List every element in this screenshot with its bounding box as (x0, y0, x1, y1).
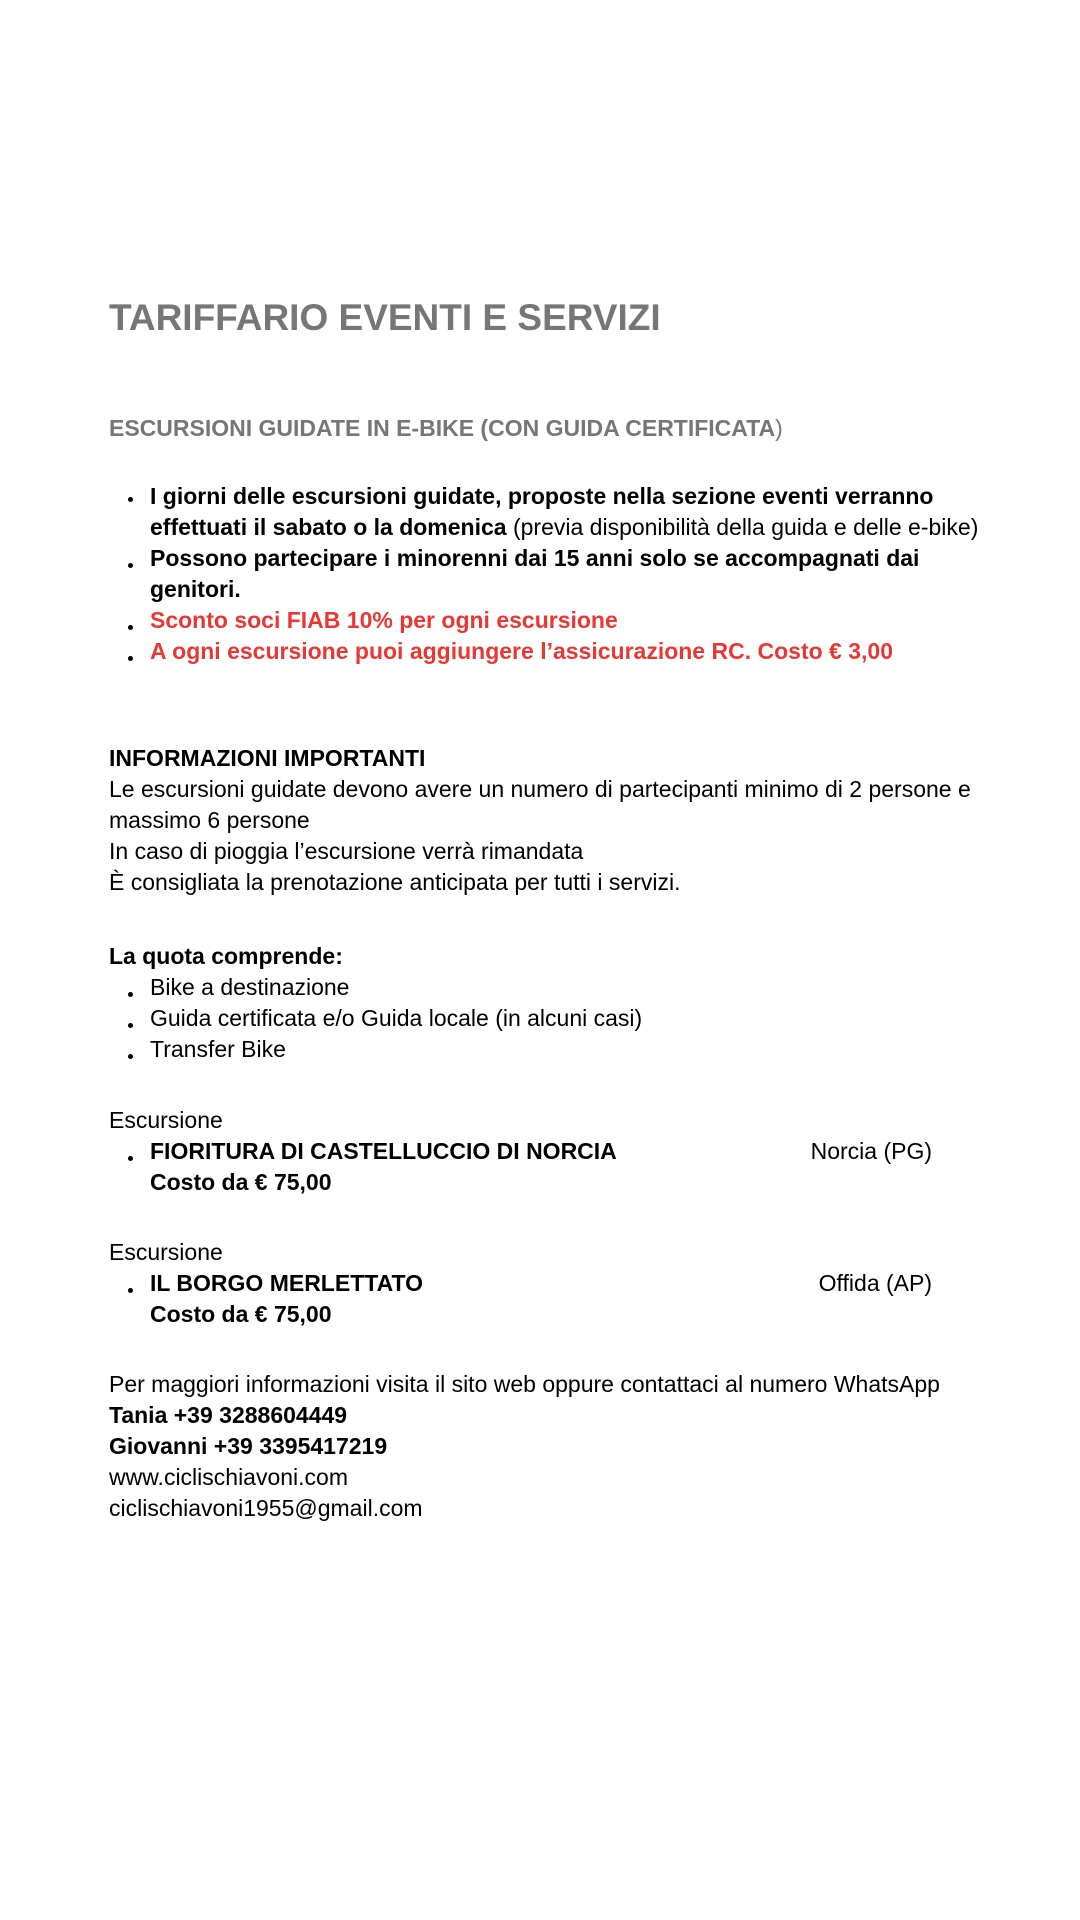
excursion-label: Escursione (109, 1107, 223, 1133)
note-days-rest: (previa disponibilità della guida e delle e-bike) (506, 514, 979, 540)
includes-heading: La quota comprende: (109, 943, 343, 969)
excursion-name: FIORITURA DI CASTELLUCCIO DI NORCIA (150, 1138, 617, 1164)
contact-tania: Tania +39 3288604449 (109, 1402, 348, 1428)
list-item: Guida certificata e/o Guida locale (in alcuni casi) (109, 1003, 999, 1034)
note-days-bold: I giorni delle escursioni guidate, proposte nella sezione eventi verranno effettuati il sabato o la domenica (150, 483, 934, 540)
contact-section (109, 1369, 999, 1524)
excursion-cost: Costo da € 75,00 (150, 1169, 332, 1195)
info-section (109, 743, 999, 898)
list-item (109, 1268, 999, 1330)
list-item: Sconto soci FIAB 10% per ogni escursione (109, 605, 999, 636)
subtitle-close-paren: ) (775, 415, 783, 441)
excursion-label: Escursione (109, 1239, 223, 1265)
section-subtitle (109, 413, 783, 443)
excursion-location: Offida (AP) (818, 1270, 932, 1296)
excursion-location: Norcia (PG) (810, 1138, 932, 1164)
info-participants: Le escursioni guidate devono avere un numero di partecipanti minimo di 2 persone e massimo 6 persone (109, 776, 971, 833)
list-item: Transfer Bike (109, 1034, 999, 1065)
info-heading: INFORMAZIONI IMPORTANTI (109, 745, 426, 771)
notes-list (109, 481, 999, 667)
excursion-1 (109, 1105, 999, 1198)
info-rain: In caso di pioggia l’escursione verrà rimandata (109, 838, 584, 864)
excursion-list (109, 1268, 999, 1330)
excursion-2 (109, 1237, 999, 1330)
includes-list (109, 972, 999, 1065)
list-item: Bike a destinazione (109, 972, 999, 1003)
subtitle-text: ESCURSIONI GUIDATE IN E-BIKE (CON GUIDA CERTIFICATA (109, 415, 776, 441)
list-item: A ogni escursione puoi aggiungere l’assicurazione RC. Costo € 3,00 (109, 636, 999, 667)
excursion-cost: Costo da € 75,00 (150, 1301, 332, 1327)
website-link[interactable]: www.ciclischiavoni.com (109, 1464, 349, 1490)
email-link[interactable]: ciclischiavoni1955@gmail.com (109, 1495, 423, 1521)
list-item (109, 1136, 999, 1198)
info-booking: È consigliata la prenotazione anticipata per tutti i servizi. (109, 869, 681, 895)
list-item (109, 481, 999, 543)
list-item: Possono partecipare i minorenni dai 15 anni solo se accompagnati dai genitori. (109, 543, 999, 605)
page-title: TARIFFARIO EVENTI E SERVIZI (109, 297, 661, 338)
notes-section (109, 481, 999, 667)
contact-giovanni: Giovanni +39 3395417219 (109, 1433, 388, 1459)
includes-section (109, 941, 999, 1065)
excursion-list (109, 1136, 999, 1198)
excursion-name: IL BORGO MERLETTATO (150, 1270, 424, 1296)
contact-intro: Per maggiori informazioni visita il sito web oppure contattaci al numero WhatsApp (109, 1371, 940, 1397)
